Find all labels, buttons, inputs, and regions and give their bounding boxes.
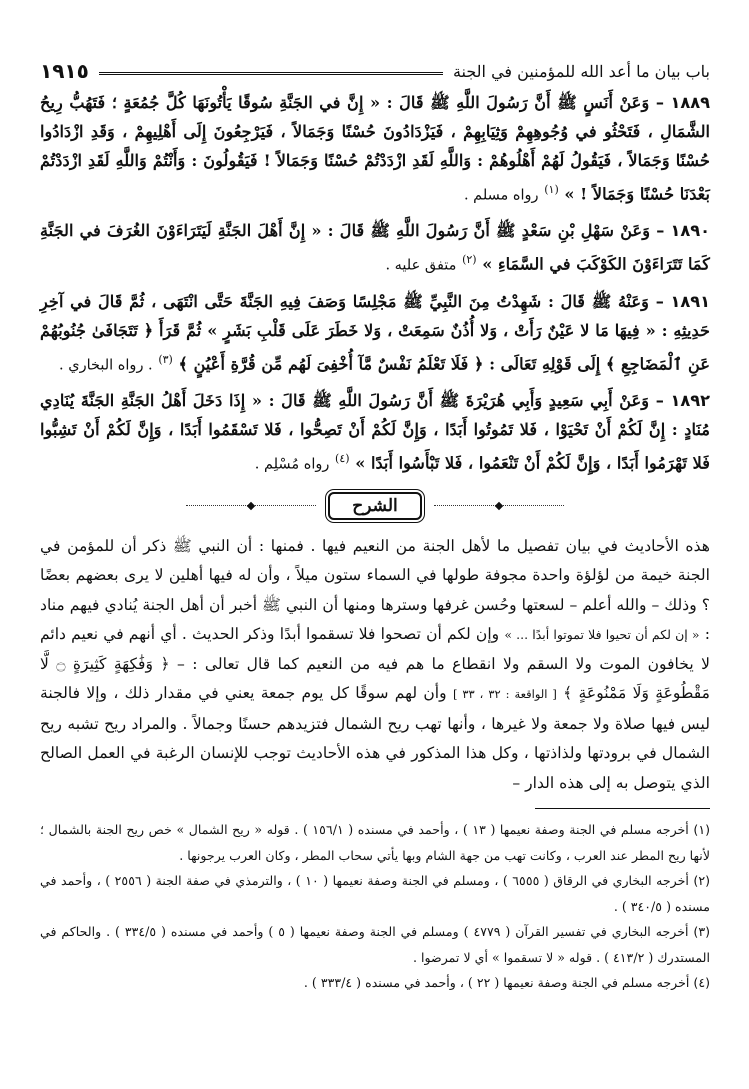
footnote-number: (٢): [693, 873, 711, 889]
header-rule: [99, 72, 443, 75]
footnote-3: [40, 919, 710, 970]
hadith-text: وَعَنْ سَهْلِ بْنِ سَعْدٍ ﷺ أَنَّ رَسُولَ اللَّهِ ﷺ قَالَ : « إِنَّ أَهْلَ الجَنَّةِ لَيَتَرَاءَوْنَ الغُرَفَ في الجَنَّةِ كَمَا تَتَرَاءَوْنَ الكَوْكَبَ في السَّمَاءِ »: [40, 221, 710, 274]
hadith-source: متفق عليه .: [385, 257, 457, 274]
footnote-text: أخرجه مسلم في الجنة وصفة نعيمها ( ٢٢ ) ، وأحمد في مسنده ( ٣٣٣/٤ ) .: [303, 975, 690, 991]
footnote-1: [40, 817, 710, 868]
page-number: ١٩١٥: [40, 59, 89, 83]
hadith-1892: [40, 386, 710, 479]
commentary-text: [40, 532, 710, 799]
footnotes: [40, 817, 710, 996]
footnote-2: [40, 868, 710, 919]
commentary-part: وإن لكم أن تصحوا فلا تسقموا أبدًا وذكر الحديث . أي أنهم في نعيم دائم لا يخافون الموت ولا السقم ولا انقطاع ما هم فيه من النعيم كما قال تعالى : –: [40, 625, 710, 673]
hadith-text: وَعَنْ أَنَسٍ ﷺ أَنَّ رَسُولَ اللَّهِ ﷺ قَالَ : « إِنَّ في الجَنَّةِ سُوقًا يَأْتُونَهَا كُلَّ جُمُعَةٍ ؛ فَتَهُبُّ رِيحُ الشَّمَالِ ، فَتَحْثُو في وُجُوهِهِمْ وَثِيَابِهِمْ ، فَيَزْدَادُونَ حُسْنًا وَجَمَالاً ، فَيَرْجِعُونَ إِلَى أَهْلِيهِمْ ، وَقَدِ ازْدَادُوا حُسْنًا وَجَمَالاً ، فَيَقُولُ لَهُمْ أَهْلُوهُمْ : وَاللَّهِ لَقَدِ ازْدَدْتُمْ حُسْنًا وَجَمَالاً ! فَيَقُولُونَ : وَأَنْتُمْ وَاللَّهِ لَقَدِ ازْدَدْتُمْ بَعْدَنَا حُسْنًا وَجَمَالاً ! »: [40, 93, 710, 204]
footnote-marker: (٢): [462, 253, 477, 267]
hadith-section: [40, 88, 710, 480]
book-page: [40, 54, 710, 996]
verse-reference: [ الواقعة : ٣٢ ، ٣٣ ]: [452, 687, 557, 702]
footnote-number: (٤): [693, 975, 710, 991]
footnote-number: (٣): [693, 924, 711, 940]
hadith-1890: [40, 216, 710, 280]
hadith-source: . رواه البخاري .: [59, 357, 153, 374]
chapter-title: باب بيان ما أعد الله للمؤمنين في الجنة: [452, 61, 710, 81]
hadith-text: وَعَنْهُ ﷺ قَالَ : شَهِدْتُ مِنَ النَّبِيِّ ﷺ مَجْلِسًا وَصَفَ فِيهِ الجَنَّةَ حَتَّى انْتَهَى ، ثُمَّ قَالَ في آخِرِ حَدِيثِهِ : « فِيهَا مَا لا عَيْنٌ رَأَتْ ، وَلا أُذُنٌ سَمِعَتْ ، وَلا خَطَرَ عَلَى قَلْبِ بَشَرٍ » ثُمَّ قَرَأَ ﴿ تَتَجَافَىٰ جُنُوبُهُمْ عَنِ ٱلْمَضَاجِعِ ﴾ إِلَى قَوْلِهِ تَعَالَى : ﴿ فَلَا تَعْلَمُ نَفْسٌ مَّآ أُخْفِىَ لَهُم مِّن قُرَّةِ أَعْيُنٍ ﴾: [40, 291, 710, 374]
ornament-divider: [434, 505, 564, 506]
footnote-text: أخرجه البخاري في الرقاق ( ٦٥٥٥ ) ، ومسلم في الجنة وصفة نعيمها ( ١٠ ) ، والترمذي في صفة الجنة ( ٢٥٥٦ ) ، وأحمد في مسنده ( ٣٤٠/٥ ) .: [40, 873, 710, 914]
hadith-number: ١٨٩٠ –: [656, 221, 710, 241]
hadith-source: رواه مُسْلِم .: [254, 456, 330, 473]
footnote-marker: (١): [544, 183, 559, 196]
commentary-quote: « إن لكم أن تحيوا فلا تموتوا أبدًا ... »: [504, 627, 700, 643]
footnote-separator: [535, 808, 710, 809]
commentary-part: هذه الأحاديث في بيان تفصيل ما لأهل الجنة من النعيم فيها . فمنها : أن النبي ﷺ ذكر أن للمؤمن في الجنة خيمة من لؤلؤة واحدة مجوفة طولها في السماء ستون ميلاً ، وأن له فيها أهلين لا يرى بعضهم بعضًا ؟ وذلك – والله أعلم – لسعتها وحُسن غرفها وسترها ومنها أن النبي ﷺ أخبر أن أهل الجنة يُنادي فيهم مناد :: [40, 536, 710, 644]
footnote-number: (١): [693, 822, 710, 838]
footnote-text: أخرجه البخاري في تفسير القرآن ( ٤٧٧٩ ) ومسلم في الجنة وصفة نعيمها ( ٥ ) وأحمد في مسنده ( ٣٣٤/٥ ) . والحاكم في المستدرك ( ٤١٣/٢ ) . قوله « لا تسقموا » أي لا تمرضوا .: [40, 924, 710, 965]
running-header: [40, 54, 710, 88]
footnote-marker: (٣): [158, 352, 173, 366]
commentary-part: وأن لهم سوقًا كل يوم جمعة يعني في مقدار ذلك ، وإلا فالجنة ليس فيها صلاة ولا جمعة ولا غيرها ، وأنها تهب ريح الشمال فتزيدهم حسنًا وجمالاً . والمراد ريح تشبه ريح الشمال في برودتها ولذاذتها ، وكل هذا المذكور في هذه الأحاديث توجب للإنسان الرغبة في العمل الصالح الذي يتوصل به إلى هذه الدار –: [40, 684, 710, 792]
hadith-number: ١٨٩١ –: [655, 291, 710, 311]
hadith-text: وَعَنْ أَبِي سَعِيدٍ وَأَبِي هُرَيْرَةَ ﷺ أَنَّ رَسُولَ اللَّهِ ﷺ قَالَ : « إِذَا دَخَلَ أَهْلُ الجَنَّةِ الجَنَّةَ يُنَادِي مُنَادٍ : إِنَّ لَكُمْ أَنْ تَحْيَوْا ، فَلا تَمُوتُوا أَبَدًا ، وَإِنَّ لَكُمْ أَنْ تَصِحُّوا ، فَلا تَسْقَمُوا أَبَدًا ، وَإِنَّ لَكُمْ أَنْ تَشِبُّوا فَلا تَهْرَمُوا أَبَدًا ، وَإِنَّ لَكُمْ أَنْ تَنْعَمُوا ، فَلا تَبْأَسُوا أَبَدًا »: [40, 391, 710, 473]
footnote-marker: (٤): [335, 452, 350, 466]
sharh-title: الشرح: [328, 492, 421, 520]
hadith-1889: [40, 88, 710, 210]
hadith-1891: [40, 287, 710, 380]
ornament-divider: [186, 505, 316, 506]
sharh-heading: [40, 492, 710, 520]
footnote-4: [40, 970, 710, 996]
quran-verse: ﴿ وَفَٰكِهَةٍ كَثِيرَةٍ ۝ لَّا مَقْطُوعَةٍ وَلَا مَمْنُوعَةٍ ﴾: [40, 654, 710, 703]
hadith-number: ١٨٨٩ –: [655, 93, 711, 112]
footnote-text: أخرجه مسلم في الجنة وصفة نعيمها ( ١٣ ) ، وأحمد في مسنده ( ١٥٦/١ ) . قوله « ريح الشمال » خص ريح الجنة بالشمال ؛ لأنها ريح المطر عند العرب ، وكانت تهب من جهة الشام وبها يأتي سحاب المطر ، وكان العرب يرجونها .: [40, 822, 710, 863]
hadith-number: ١٨٩٢ –: [655, 391, 711, 411]
hadith-source: رواه مسلم .: [463, 187, 539, 204]
